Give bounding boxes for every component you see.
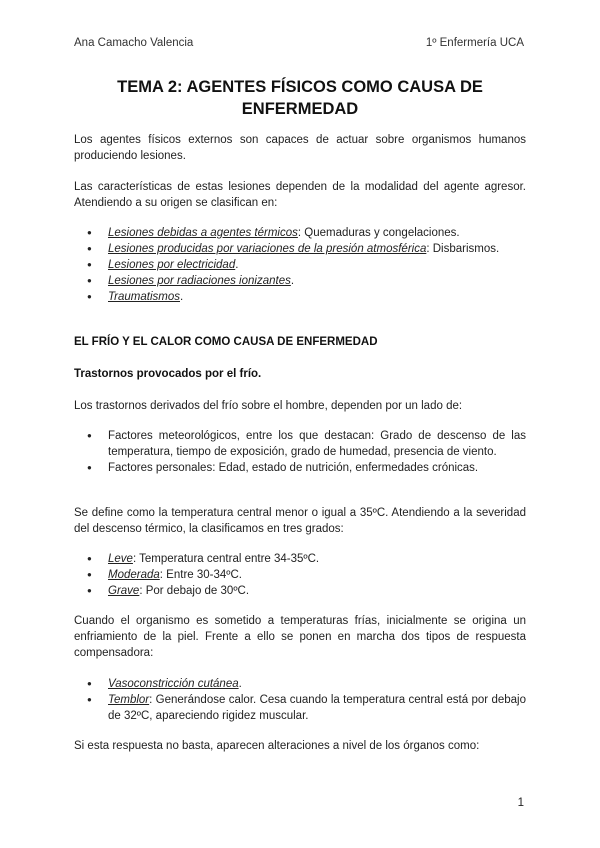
intro-paragraph-2: Las características de estas lesiones dependen de la modalidad del agente agresor. Atendiendo a su origen se clasifican en: bbox=[74, 181, 526, 209]
list-item-term: Moderada bbox=[108, 569, 160, 581]
response-list bbox=[74, 676, 526, 724]
list-item-desc: : Por debajo de 30ºC. bbox=[139, 585, 250, 597]
list-item-desc: . bbox=[235, 259, 239, 271]
list-item: ● Factores meteorológicos, entre los que destacan: Grado de descenso de las temperatura, tiempo de exposición, grado de humedad, presencia de viento. bbox=[74, 428, 526, 460]
classification-list bbox=[74, 225, 526, 305]
list-item-desc: : Disbarismos. bbox=[426, 243, 500, 255]
list-item-term: Lesiones por radiaciones ionizantes bbox=[108, 275, 291, 287]
list-item-term: Traumatismos bbox=[108, 291, 180, 303]
intro-paragraph-1: Los agentes físicos externos son capaces de actuar sobre organismos humanos produciendo lesiones. bbox=[74, 134, 526, 162]
subsection-heading: Trastornos provocados por el frío. bbox=[74, 368, 262, 380]
list-item: ● Factores personales: Edad, estado de nutrición, enfermedades crónicas. bbox=[74, 460, 526, 476]
list-item-term: Vasoconstricción cutánea bbox=[108, 678, 239, 690]
list-item-desc: : Generándose calor. Cesa cuando la temperatura central está por debajo de 32ºC, apareciendo rigidez muscular. bbox=[108, 694, 526, 722]
list-item-term: Lesiones debidas a agentes térmicos bbox=[108, 227, 298, 239]
list-item-term: Grave bbox=[108, 585, 140, 597]
paragraph-cold-disorders: Los trastornos derivados del frío sobre el hombre, dependen por un lado de: bbox=[74, 400, 463, 412]
list-item-term: Lesiones producidas por variaciones de la presión atmosférica bbox=[108, 243, 427, 255]
header-course: 1º Enfermería UCA bbox=[425, 37, 524, 49]
section-heading: EL FRÍO Y EL CALOR COMO CAUSA DE ENFERMEDAD bbox=[74, 336, 378, 348]
list-item bbox=[74, 551, 526, 567]
grades-list bbox=[74, 551, 526, 599]
list-item-desc: . bbox=[238, 678, 242, 690]
list-item-term: Lesiones por electricidad bbox=[108, 259, 236, 271]
list-item bbox=[74, 257, 526, 273]
page-number: 1 bbox=[517, 797, 524, 809]
list-item-desc: : Quemaduras y congelaciones. bbox=[297, 227, 460, 239]
paragraph-organ-alterations: Si esta respuesta no basta, aparecen alteraciones a nivel de los órganos como: bbox=[74, 740, 480, 752]
factors-list bbox=[74, 428, 526, 476]
header-author: Ana Camacho Valencia bbox=[74, 37, 194, 49]
list-item-desc: . bbox=[180, 291, 184, 303]
paragraph-cold-response: Cuando el organismo es sometido a temperaturas frías, inicialmente se origina un enfriamiento de la piel. Frente a ello se ponen en marcha dos tipos de respuesta compensadora: bbox=[74, 615, 526, 659]
list-item bbox=[74, 225, 526, 241]
list-item-desc: : Entre 30-34ºC. bbox=[159, 569, 242, 581]
list-item-term: Leve bbox=[108, 553, 133, 565]
list-item bbox=[74, 583, 526, 599]
list-item-desc: . bbox=[290, 275, 295, 287]
paragraph-hypothermia-definition: Se define como la temperatura central menor o igual a 35ºC. Atendiendo a la severidad del descenso térmico, la clasificamos en tres grados: bbox=[74, 507, 526, 535]
list-item bbox=[74, 273, 526, 289]
list-item bbox=[74, 567, 526, 583]
document-title: TEMA 2: AGENTES FÍSICOS COMO CAUSA DE ENFERMEDAD bbox=[117, 78, 483, 118]
list-item-desc: : Temperatura central entre 34-35ºC. bbox=[132, 553, 320, 565]
list-item bbox=[74, 289, 526, 305]
list-item bbox=[74, 241, 526, 257]
list-item bbox=[74, 676, 526, 692]
list-item bbox=[74, 692, 526, 724]
list-item-term: Temblor bbox=[108, 694, 150, 706]
